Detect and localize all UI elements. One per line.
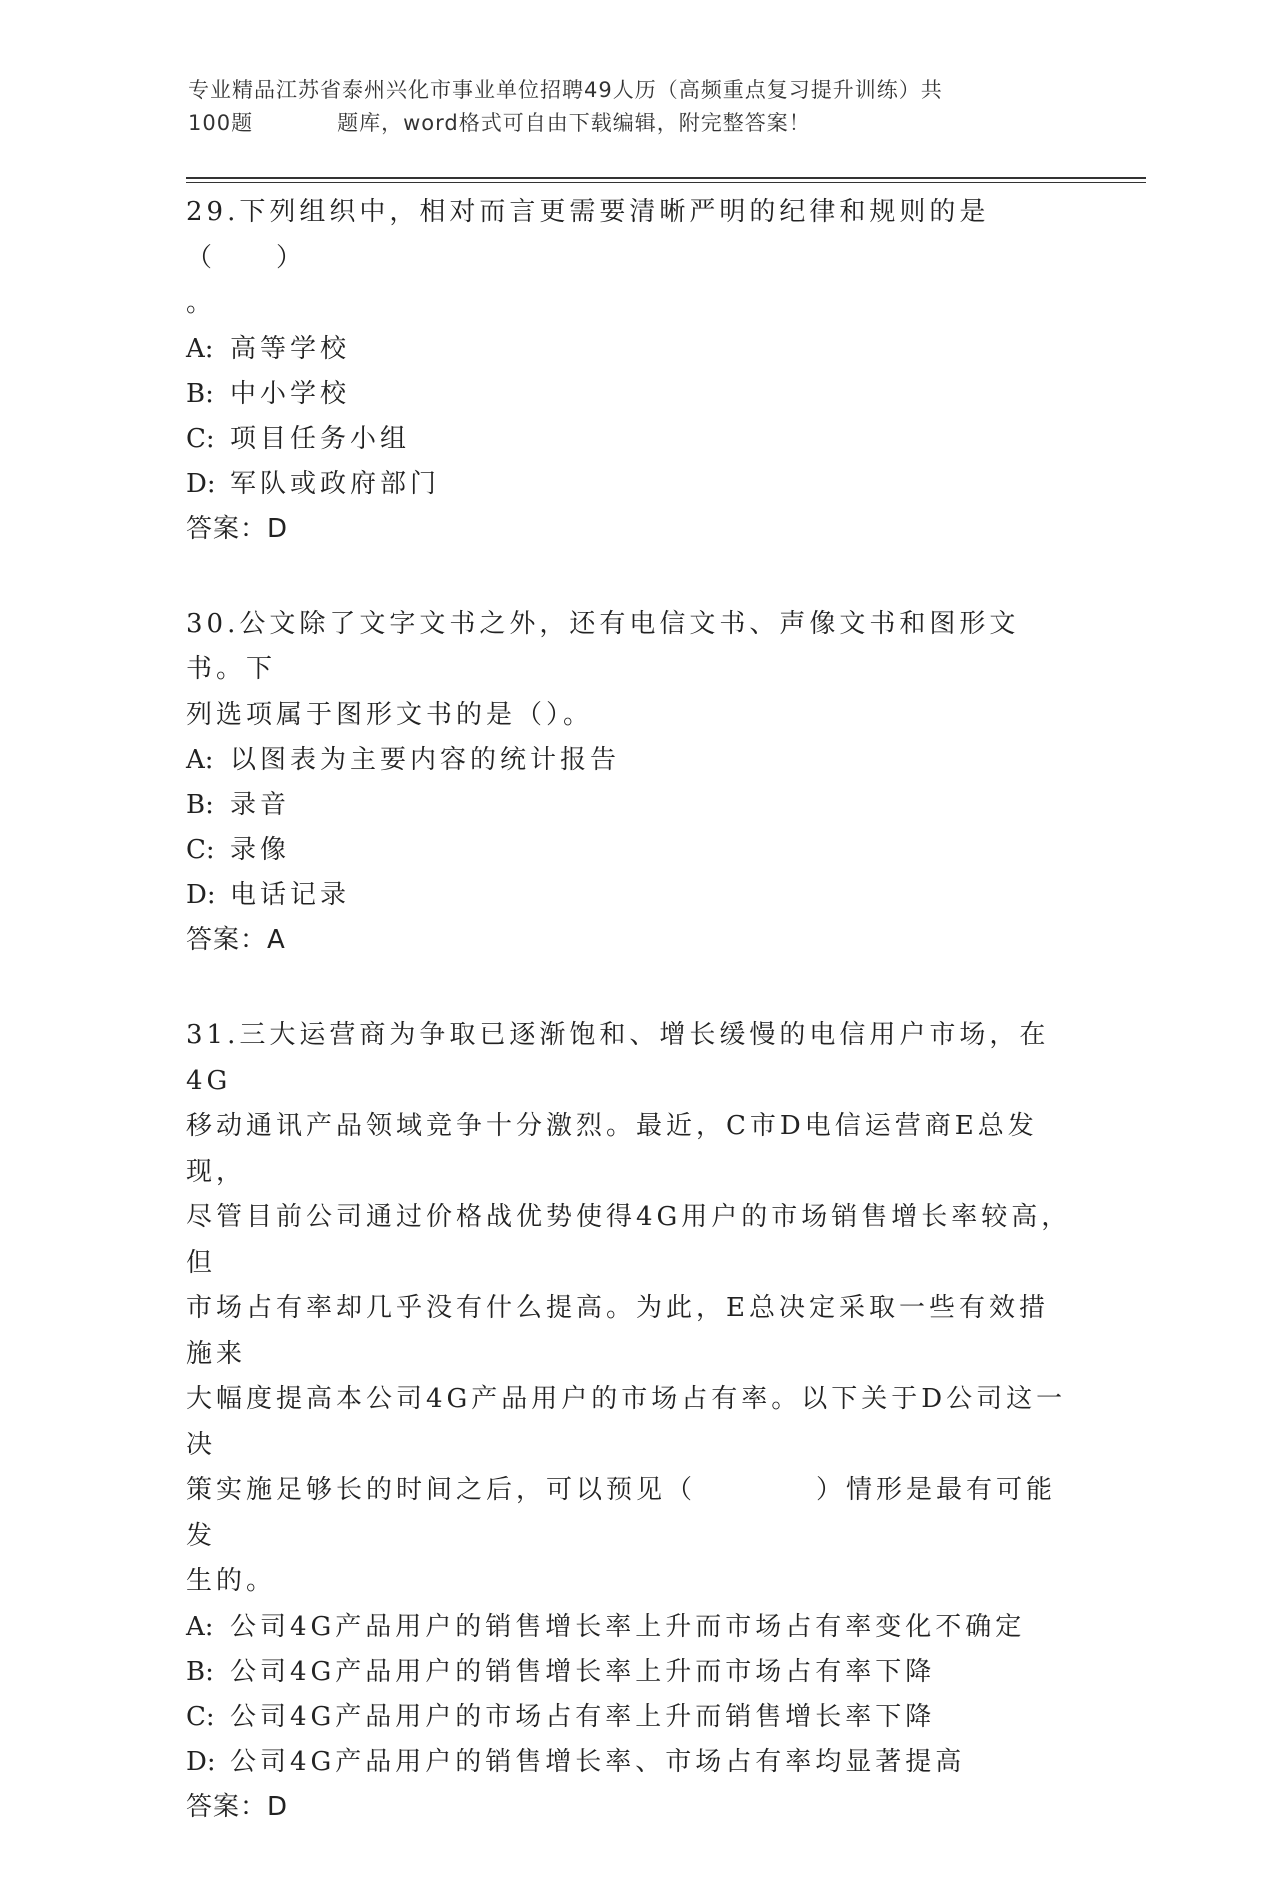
option-letter: D: (186, 1746, 216, 1777)
option-letter: B: (186, 378, 214, 409)
option-letter: B: (186, 790, 214, 820)
option-letter: D: (186, 880, 216, 910)
question-30 (186, 602, 1076, 964)
answer-line: 答案：D (186, 1791, 289, 1822)
option-text: 公司4G产品用户的销售增长率上升而市场占有率下降 (230, 1656, 936, 1687)
option-text: 电话记录 (230, 880, 351, 910)
option-a (186, 738, 1076, 783)
option-d (186, 462, 1076, 507)
header-line-2 (188, 107, 1068, 140)
option-text: 项目任务小组 (230, 423, 411, 454)
option-b (186, 1650, 1076, 1695)
option-a (186, 1605, 1076, 1650)
option-letter: A: (186, 333, 214, 364)
option-text: 军队或政府部门 (230, 468, 441, 499)
option-text: 录音 (230, 790, 291, 820)
option-b (186, 783, 1076, 828)
option-c (186, 417, 1076, 462)
option-text: 高等学校 (230, 333, 351, 364)
header-divider-thin (186, 182, 1146, 183)
option-a (186, 327, 1076, 372)
option-text: 公司4G产品用户的销售增长率、市场占有率均显著提高 (230, 1746, 966, 1777)
option-c (186, 1695, 1076, 1740)
question-stem: 29.下列组织中，相对而言更需要清晰严明的纪律和规则的是（ ） 。 (186, 197, 990, 318)
question-stem: 30.公文除了文字文书之外，还有电信文书、声像文书和图形文书。下 列选项属于图形文书的是（）。 (186, 608, 1020, 730)
document-header (188, 74, 1068, 140)
option-b (186, 372, 1076, 417)
answer-line: 答案：D (186, 513, 289, 544)
question-31 (186, 1013, 1076, 1830)
option-letter: A: (186, 1611, 214, 1642)
option-text: 公司4G产品用户的销售增长率上升而市场占有率变化不确定 (230, 1611, 1026, 1642)
header-divider-thick (186, 177, 1146, 179)
option-letter: C: (186, 835, 215, 865)
option-d (186, 873, 1076, 918)
option-text: 公司4G产品用户的市场占有率上升而销售增长率下降 (230, 1701, 936, 1732)
question-29 (186, 190, 1076, 552)
option-c (186, 828, 1076, 873)
header-line-2-desc: 题库，word格式可自由下载编辑，附完整答案！ (337, 111, 811, 135)
option-text: 以图表为主要内容的统计报告 (230, 745, 621, 775)
option-letter: C: (186, 1701, 215, 1732)
option-letter: D: (186, 468, 216, 499)
option-letter: B: (186, 1656, 214, 1687)
option-text: 录像 (230, 835, 291, 865)
option-text: 中小学校 (230, 378, 351, 409)
header-line-2-count: 100题 (188, 111, 254, 135)
question-list (186, 190, 1076, 1880)
option-d (186, 1740, 1076, 1785)
answer-line: 答案：A (186, 925, 286, 955)
header-line-1: 专业精品江苏省泰州兴化市事业单位招聘49人历（高频重点复习提升训练）共 (188, 78, 943, 102)
option-letter: C: (186, 423, 215, 454)
option-letter: A: (186, 745, 214, 775)
question-stem: 31.三大运营商为争取已逐渐饱和、增长缓慢的电信用户市场，在4G 移动通讯产品领域竞争十分激烈。最近，C市D电信运营商E总发现， 尽管目前公司通过价格战优势使得4G用户的市场销售增长率较高，但 市场占有率却几乎没有什么提高。为此，E总决定采取一些有效措施来 大幅度提高本公司4G产品用户的市场占有率。以下关于D公司这一决 策实施足够长的时间之后，可以预见（ ）情形是最有可能发 生的。 (186, 1020, 1072, 1596)
